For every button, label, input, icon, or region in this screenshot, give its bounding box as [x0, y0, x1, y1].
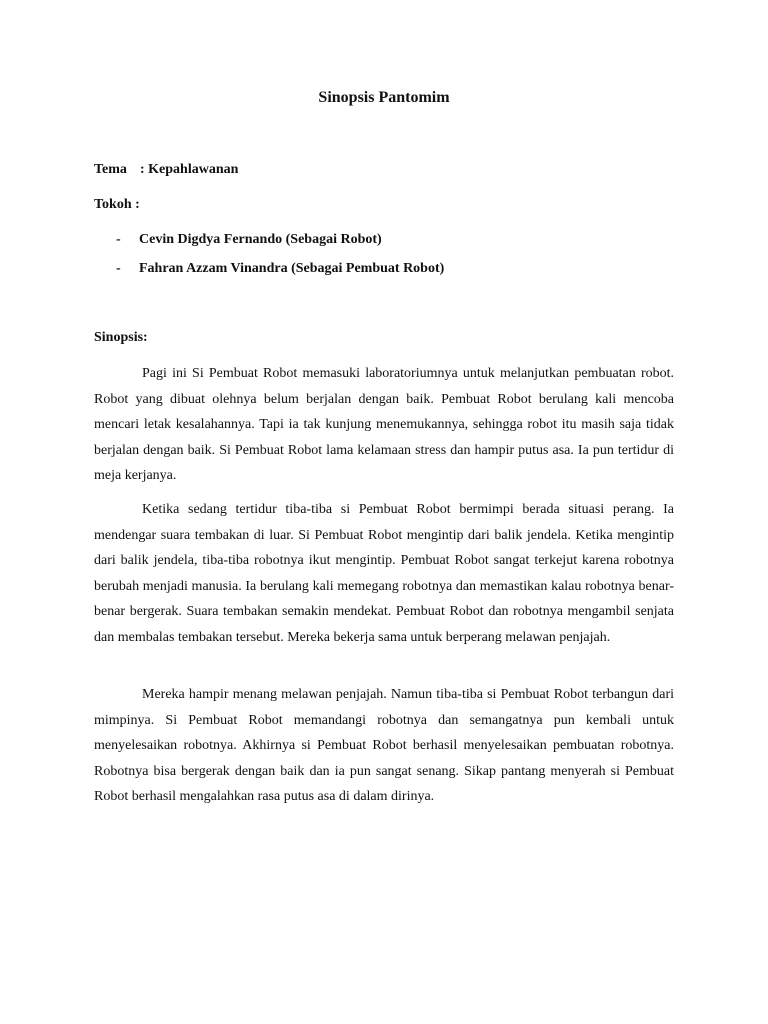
tema-value: : Kepahlawanan [140, 162, 239, 177]
tokoh-name: Cevin Digdya Fernando (Sebagai Robot) [139, 232, 382, 247]
paragraph: Pagi ini Si Pembuat Robot memasuki laboratoriumnya untuk melanjutkan pembuatan robot. Robot yang dibuat olehnya belum berjalan dengan baik. Pembuat Robot berulang kali mencoba mencari letak kesalahannya. Tapi ia tak kunjung menemukannya, sehingga robot itu masih saja tidak berjalan dengan baik. Si Pembuat Robot lama kelamaan stress dan hampir putus asa. Ia pun tertidur di meja kerjanya. [94, 366, 674, 483]
bullet-dash: - [116, 261, 121, 276]
document-title: Sinopsis Pantomim [318, 89, 450, 106]
sinopsis-heading: Sinopsis: [94, 330, 148, 345]
tema-line [94, 161, 238, 179]
tokoh-name: Fahran Azzam Vinandra (Sebagai Pembuat Robot) [139, 261, 445, 276]
paragraph-block [94, 682, 674, 810]
tokoh-label: Tokoh : [94, 197, 140, 212]
paragraph-block [94, 361, 674, 489]
bullet-dash: - [116, 232, 121, 247]
paragraph: Mereka hampir menang melawan penjajah. Namun tiba-tiba si Pembuat Robot terbangun dari mimpinya. Si Pembuat Robot memandangi robotnya dan semangatnya pun kembali untuk menyelesaikan robotnya. Akhirnya si Pembuat Robot berhasil menyelesaikan pembuatan robotnya. Robotnya bisa bergerak dengan baik dan ia pun sangat senang. Sikap pantang menyerah si Pembuat Robot berhasil mengalahkan rasa putus asa di dalam dirinya. [94, 687, 674, 804]
tema-label: Tema [94, 162, 127, 177]
paragraph: Ketika sedang tertidur tiba-tiba si Pembuat Robot bermimpi berada situasi perang. Ia mendengar suara tembakan di luar. Si Pembuat Robot mengintip dari balik jendela. Ketika mengintip dari balik jendela, tiba-tiba robotnya ikut mengintip. Pembuat Robot sangat terkejut karena robotnya berubah menjadi manusia. Ia berulang kali memegang robotnya dan memastikan kalau robotnya benar-benar bergerak. Suara tembakan semakin mendekat. Pembuat Robot dan robotnya mengambil senjata dan membalas tembakan tersebut. Mereka bekerja sama untuk berperang melawan penjajah. [94, 502, 674, 645]
paragraph-block [94, 497, 674, 650]
